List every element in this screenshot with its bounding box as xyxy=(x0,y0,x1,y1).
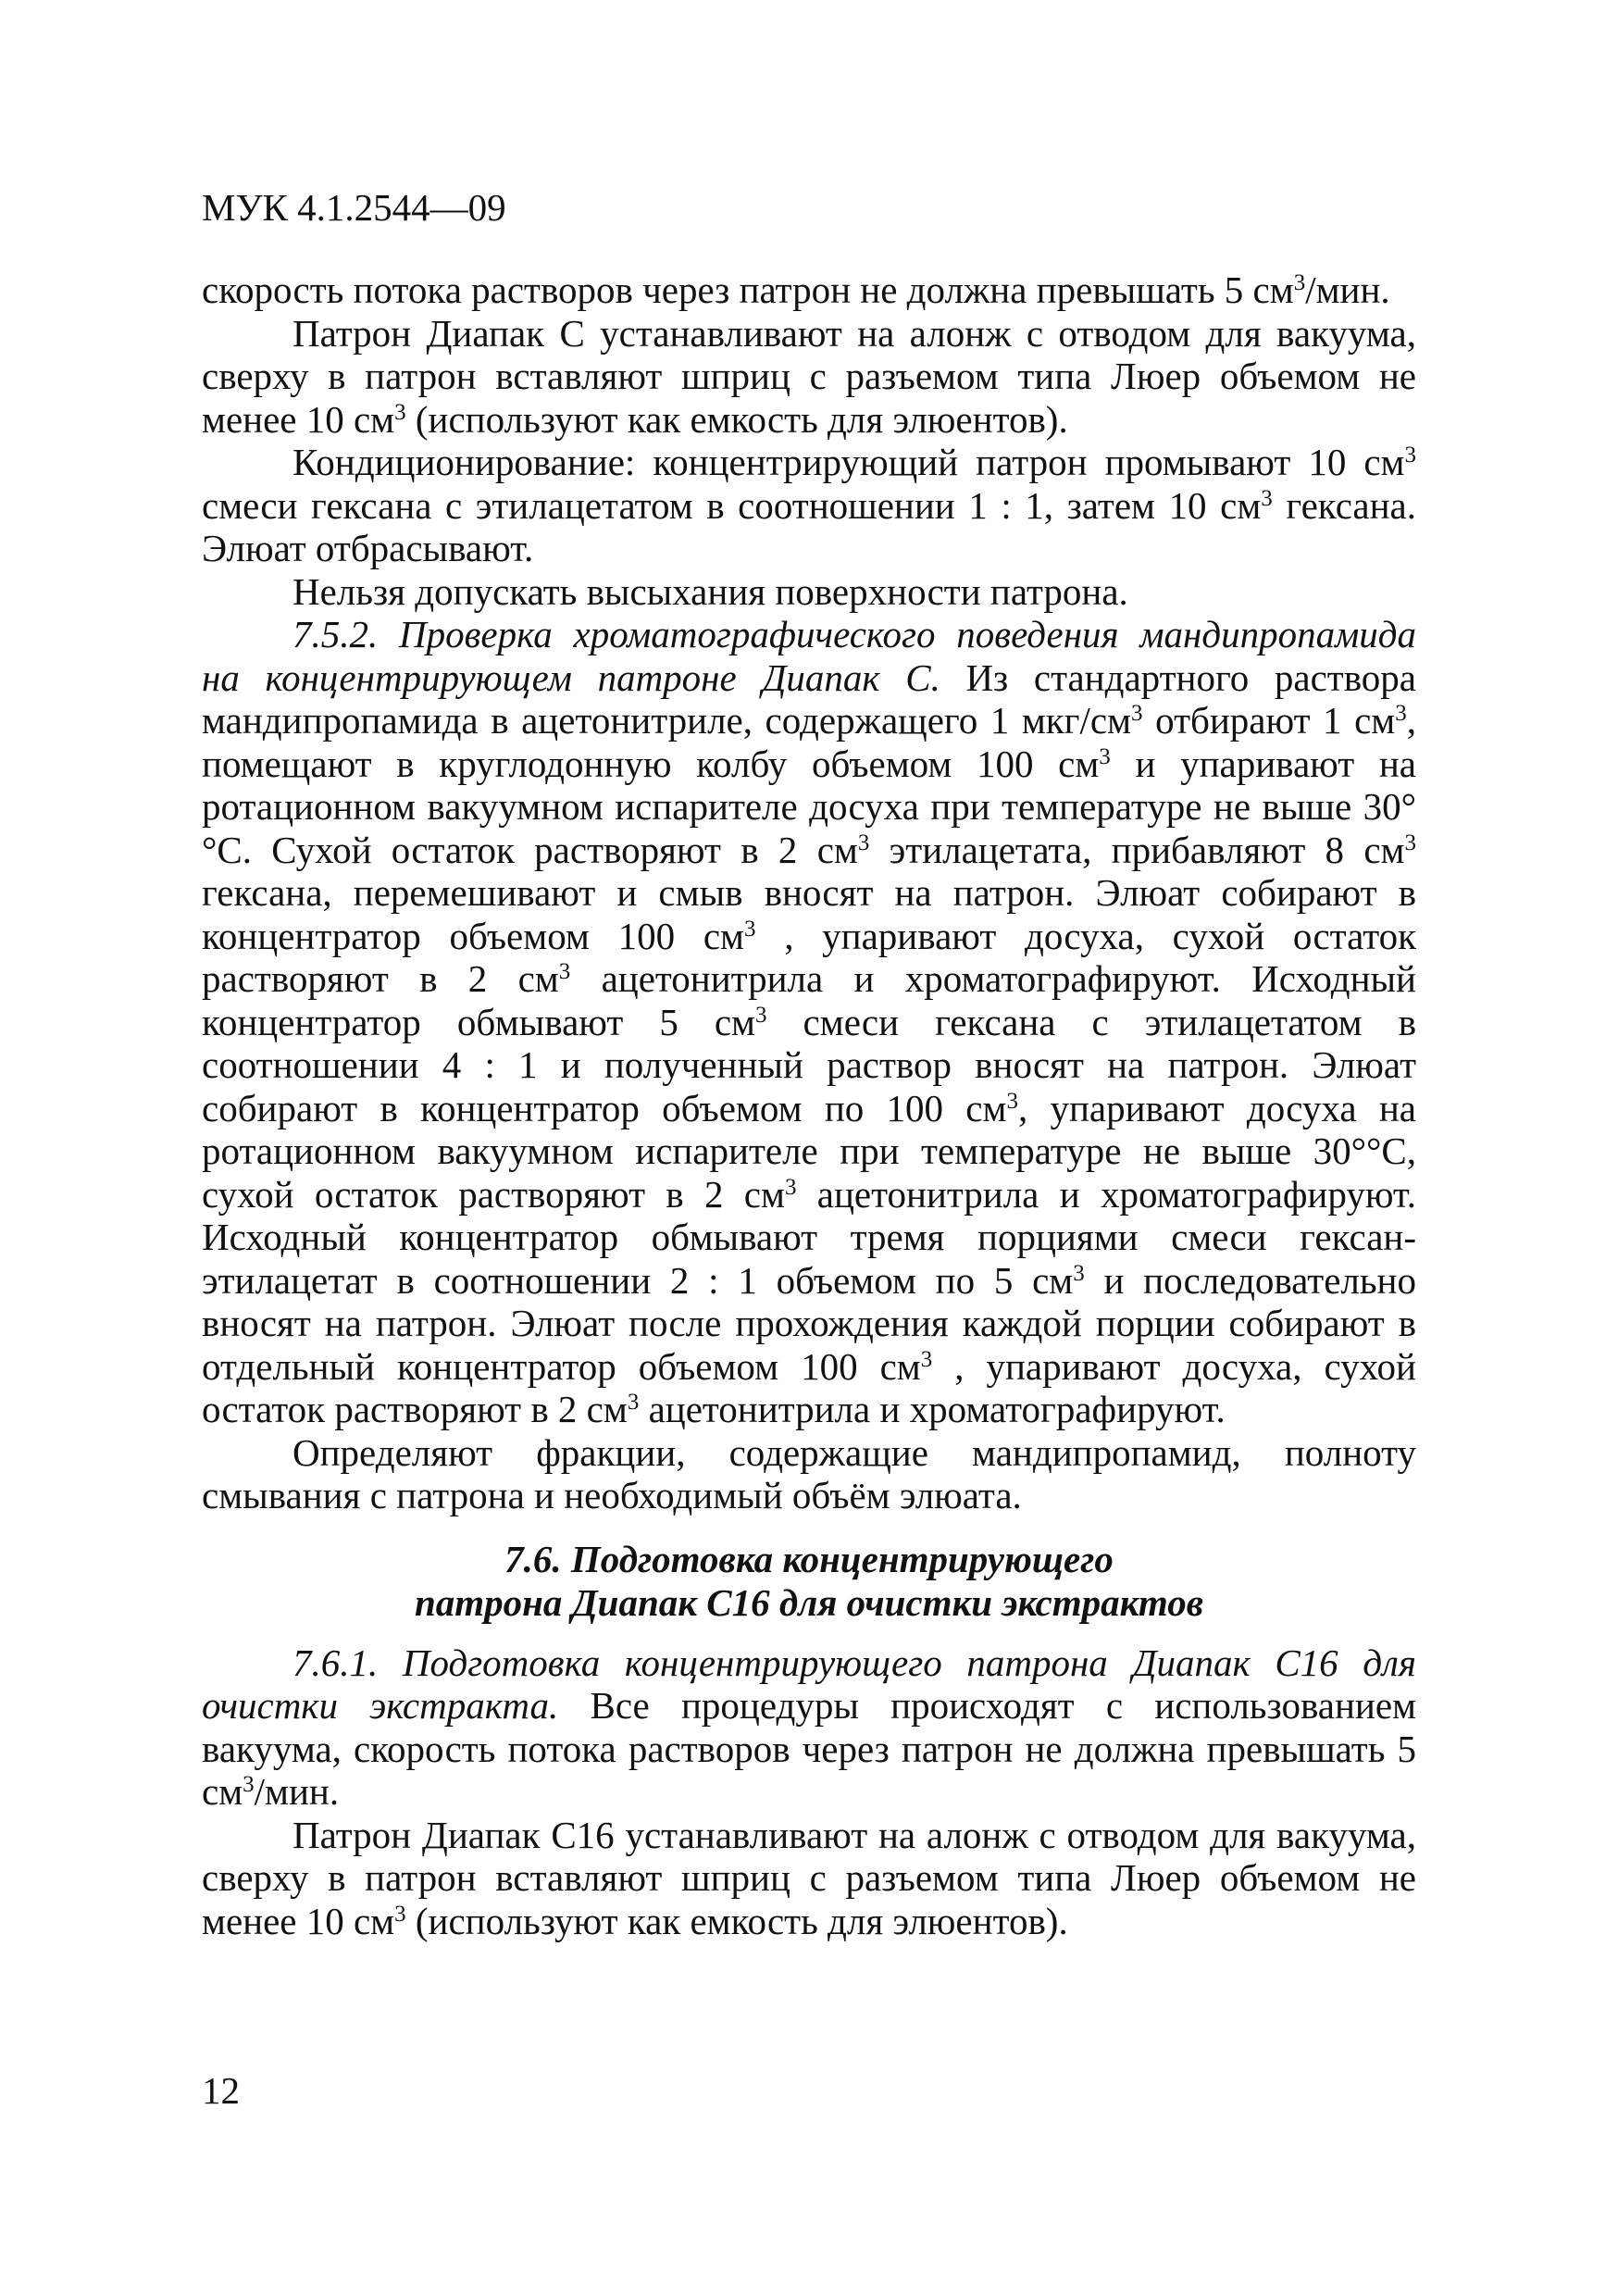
paragraph-7-6-1: 7.6.1. Подготовка концентрирующего патрона Диапак С16 для очистки экстракта. Все процедуры происходят с использованием вакуума, скорость потока растворов через патрон не должна превышать 5 $см^3$/мин. xyxy=(202,1641,1416,1813)
paragraph-conditioning: Кондиционирование: концентрирующий патрон промывают 10 $см^3$ смеси гексана с этилацетатом в соотношении 1 : 1, затем 10 $см^3$ гексана. Элюат отбрасывают. xyxy=(202,441,1416,569)
section-heading-line-2: патрона Диапак С16 для очистки экстрактов xyxy=(414,1580,1204,1624)
page-number: 12 xyxy=(202,2069,240,2112)
paragraph-c16-setup: Патрон Диапак С16 устанавливают на алонж с отводом для вакуума, сверху в патрон вставляют шприц с разъемом типа Люер объемом не менее 10 $см^3$ (используют как емкость для элюентов). xyxy=(202,1813,1416,1942)
paragraph-flow-rate: скорость потока растворов через патрон не должна превышать 5 $см^3$/мин. xyxy=(202,268,1390,311)
paragraph-7-5-2: 7.5.2. Проверка хроматографического поведения мандипропамида на концентрирующем патроне Диапак С. Из стандартного раствора мандипропамида в ацетонитриле, содержащего 1 мкг/$см^3$ отбирают 1 $см^3$, помещают в круглодонную колбу объемом 100 $см^3$ и упаривают на ротационном вакуумном испарителе досуха при температуре не выше 30°°С. Сухой остаток растворяют в 2 $см^3$ этилацетата, прибавляют 8 $см^3$ гексана, перемешивают и смыв вносят на патрон. Элюат собирают в концентратор объемом 100 $см^3$ , упаривают досуха, сухой остаток растворяют в 2 $см^3$ ацетонитрила и хроматографируют. Исходный концентратор обмывают 5 $см^3$ смеси гексана с этилацетатом в соотношении 4 : 1 и полученный раствор вносят на патрон. Элюат собирают в концентратор объемом по 100 $см^3$, упаривают досуха на ротационном вакуумном испарителе при температуре не выше 30°°С, сухой остаток растворяют в 2 $см^3$ ацетонитрила и хроматографируют. Исходный концентратор обмывают тремя порциями смеси гексан-этилацетат в соотношении 2 : 1 объемом по 5 $см^3$ и последовательно вносят на патрон. Элюат после прохождения каждой порции собирают в отдельный концентратор объемом 100 $см^3$ , упаривают досуха, сухой остаток растворяют в 2 $см^3$ ацетонитрила и хроматографируют. xyxy=(202,613,1417,1430)
page-body xyxy=(202,268,1416,1942)
paragraph-cartridge-setup: Патрон Диапак С устанавливают на алонж с отводом для вакуума, сверху в патрон вставляют шприц с разъемом типа Люер объемом не менее 10 $см^3$ (используют как емкость для элюентов). xyxy=(202,311,1416,441)
subsection-title-7-6-1: 7.6.1. Подготовка концентрирующего патрона Диапак С16 для очистки экстракта. xyxy=(202,1641,1416,1727)
section-heading-7-6 xyxy=(202,1538,1416,1625)
running-header: МУК 4.1.2544—09 xyxy=(202,186,506,229)
section-heading-line-1: 7.6. Подготовка концентрирующего xyxy=(504,1537,1114,1580)
paragraph-fractions: Определяют фракции, содержащие мандипропамид, полноту смывания с патрона и необходимый объём элюата. xyxy=(202,1430,1416,1516)
paragraph-no-drying: Нельзя допускать высыхания поверхности патрона. xyxy=(292,569,1128,613)
subsection-title-7-5-2: 7.5.2. Проверка хроматографического поведения мандипропамида на концентрирующем патроне Диапак С. xyxy=(202,613,1416,699)
